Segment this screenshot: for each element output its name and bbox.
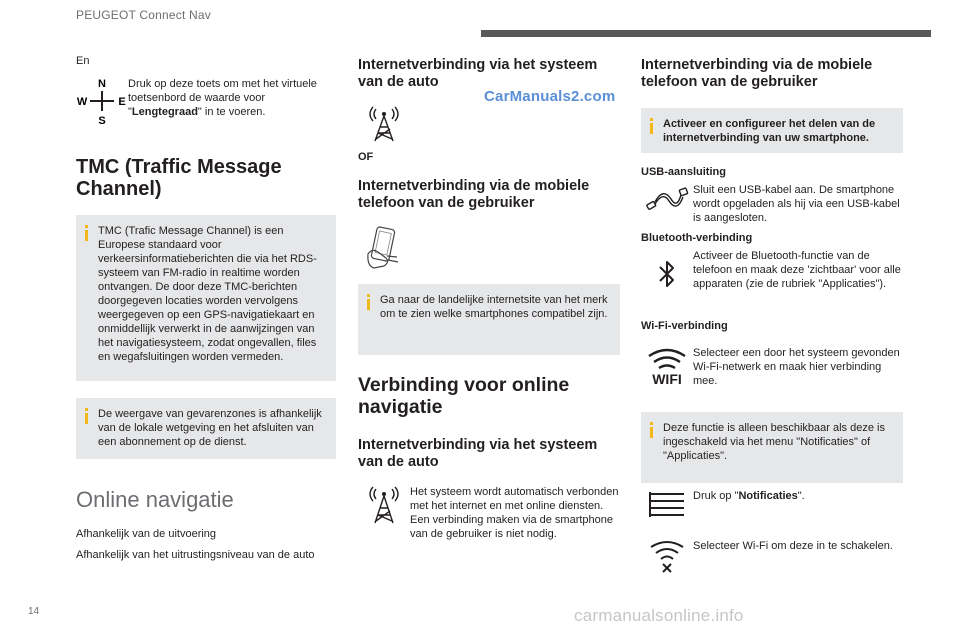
wifi-row [641, 346, 903, 388]
online-nav-connection-title: Verbinding voor online navigatie [358, 374, 570, 418]
compass-e: E [118, 96, 126, 108]
title-phone-connection: Internetverbinding via de mobiele telefoon van de gebruiker [358, 178, 590, 211]
wifi-toggle-text: Selecteer Wi-Fi om deze in te schakelen. [693, 540, 893, 552]
hazard-zones-note: De weergave van gevarenzones is afhankelijk van de lokale wetgeving en het afsluiten van een abonnement op de dienst. [76, 398, 336, 459]
longitude-row [76, 77, 336, 125]
compass-n: N [98, 78, 106, 90]
bluetooth-text: Activeer de Bluetooth-functie van de telefoon en maak deze 'zichtbaar' voor alle apparaten (zie de rubriek "Applicaties"). [693, 250, 901, 290]
bluetooth-icon [641, 249, 693, 289]
auto-connection-row [358, 485, 620, 541]
usb-text: Sluit een USB-kabel aan. De smartphone wordt opgeladen als hij via een USB-kabel is aangesloten. [693, 184, 900, 224]
header-bar [481, 30, 931, 37]
notifications-note: Deze functie is alleen beschikbaar als deze is ingeschakeld via het menu "Notificaties" of "Applicaties". [641, 412, 903, 483]
antenna-icon [358, 105, 410, 143]
usb-row [641, 183, 903, 225]
antenna-icon [358, 485, 410, 525]
online-nav-title: Online navigatie [76, 487, 234, 512]
or-label: OF [358, 151, 374, 163]
smartphone-hand-icon [358, 224, 410, 272]
notifications-text: Druk op "Notificaties". [693, 490, 805, 502]
wifi-heading: Wi-Fi-verbinding [641, 320, 728, 332]
bluetooth-row [641, 249, 903, 291]
auto-connection-text: Het systeem wordt automatisch verbonden met het internet en met online diensten. Een verbinding maken via de smartphone van de gebruiker is niet nodig. [410, 486, 619, 540]
tmc-title: TMC (Traffic Message Channel) [76, 156, 282, 200]
wifi-text: Selecteer een door het systeem gevonden Wi-Fi-netwerk en maak hier verbinding mee. [693, 347, 900, 387]
column-right [641, 54, 903, 575]
info-icon [84, 225, 89, 241]
column-middle [358, 54, 620, 541]
wifi-toggle-row [641, 539, 903, 575]
equipment-line: Afhankelijk van het uitrustingsniveau van de auto [76, 549, 315, 561]
info-icon [649, 422, 654, 438]
version-line: Afhankelijk van de uitvoering [76, 528, 217, 540]
info-icon [649, 118, 654, 134]
compass-s: S [98, 115, 106, 127]
info-icon [366, 294, 371, 310]
compass-icon [76, 77, 128, 125]
title-car-connection-2: Internetverbinding via het systeem van de auto [358, 437, 598, 470]
compatible-phones-note: Ga naar de landelijke internetsite van het merk om te zien welke smartphones compatibel zijn. [358, 284, 620, 355]
header-title: PEUGEOT Connect Nav [76, 8, 211, 22]
bluetooth-heading: Bluetooth-verbinding [641, 232, 753, 244]
watermark-carmanuals: CarManuals2.com [484, 88, 616, 105]
wifi-label: WIFI [652, 371, 682, 387]
intro-text: En [76, 55, 90, 67]
usb-heading: USB-aansluiting [641, 166, 726, 178]
tmc-info-note: TMC (Trafic Message Channel) is een Europese standaard voor verkeersinformatieberichten die via het RDS-systeem van FM-radio in realtime worden ontvangen. De door deze TMC-berichten doorgegeven locaties worden vervolgens weergegeven op een GPS-navigatiekaart en onmiddellijk verwerkt in de aanwijzingen van het navigatiesysteem, zodat ongevallen, files en wegafsluitingen worden vermeden. [76, 215, 336, 381]
longitude-text: Druk op deze toets om met het virtuele toetsenbord de waarde voor "Lengtegraad" in te voeren. [128, 78, 317, 118]
compass-w: W [76, 96, 88, 108]
wifi-disabled-icon [641, 539, 693, 575]
notifications-row [641, 489, 903, 519]
notifications-list-icon [641, 489, 693, 519]
page-number: 14 [28, 606, 40, 617]
wifi-icon [641, 346, 693, 386]
footer-watermark: carmanualsonline.info [574, 606, 744, 625]
title-car-connection: Internetverbinding via het systeem van de auto [358, 57, 598, 90]
column-left [76, 54, 336, 562]
share-connection-note: Activeer en configureer het delen van de internetverbinding van uw smartphone. [641, 108, 903, 153]
usb-cable-icon [641, 183, 693, 217]
title-phone-connection-right: Internetverbinding via de mobiele telefoon van de gebruiker [641, 57, 873, 90]
info-icon [84, 408, 89, 424]
